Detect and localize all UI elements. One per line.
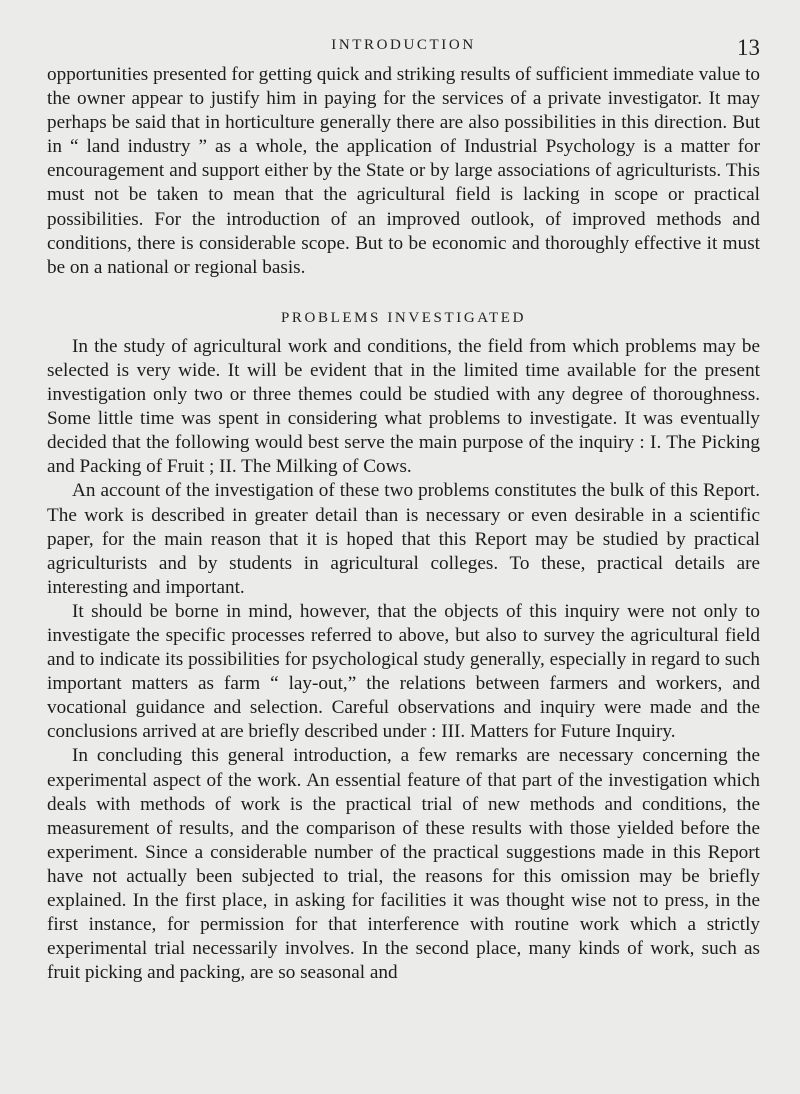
section-paragraph-1: In the study of agricultural work and conditions, the field from which problems may be selected is very wide. It will be evident that in the limited time available for the present investigation only two or three themes could be studied with any degree of thoroughness. Some little time was spent in considering what problems to investigate. It was eventually decided that the following would best serve the main purpose of the inquiry : I. The Picking and Packing of Fruit ; II. The Milking of Cows. [47, 335, 760, 478]
section-text [47, 335, 760, 986]
body-text [47, 63, 760, 985]
section-paragraph-2: An account of the investigation of these two problems constitutes the bulk of this Report. The work is described in greater detail than is necessary or even desirable in a scientific paper, for the main reason that it is hoped that this Report may be studied by practical agriculturists and by students in agricultural colleges. To these, practical details are interesting and important. [47, 480, 760, 598]
intro-paragraph: opportunities presented for getting quick and striking results of sufficient immediate value to the owner appear to justify him in paying for the services of a private investigator. It may perhaps be said that in horticulture generally there are also possibilities in this direction. But in “ land industry ” as a whole, the application of Industrial Psychology is a matter for encouragement and support either by the State or by large associations of agriculturists. This must not be taken to mean that the agricultural field is lacking in scope or practical possibilities. For the introduction of an improved outlook, of improved methods and conditions, there is considerable scope. But to be economic and thoroughly effective it must be on a national or regional basis. [47, 64, 760, 278]
section-paragraph-3: It should be borne in mind, however, that the objects of this inquiry were not only to investigate the specific processes referred to above, but also to survey the agricultural field and to indicate its possibilities for psychological study generally, especially in regard to such important matters as farm “ lay-out,” the relations between farmers and workers, and vocational guidance and selection. Careful observations and inquiry were made and the conclusions arrived at are briefly described under : III. Matters for Future Inquiry. [47, 600, 760, 743]
page-number: 13 [737, 35, 760, 60]
section-paragraph-4: In concluding this general introduction, a few remarks are necessary concerning the experimental aspect of the work. An essential feature of that part of the investigation which deals with methods of work is the practical trial of new methods and conditions, the measurement of results, and the comparison of these results with those yielded before the experiment. Since a considerable number of the practical suggestions made in this Report have not actually been subjected to trial, the reasons for this omission may be briefly explained. In the first place, in asking for facilities it was thought wise not to press, in the first instance, for permission for that interference with routine work which a strictly experimental trial necessarily involves. In the second place, many kinds of work, such as fruit picking and packing, are so seasonal and [47, 745, 760, 984]
running-title: INTRODUCTION [331, 37, 476, 53]
running-head [47, 33, 760, 63]
section-heading: PROBLEMS INVESTIGATED [280, 309, 527, 326]
